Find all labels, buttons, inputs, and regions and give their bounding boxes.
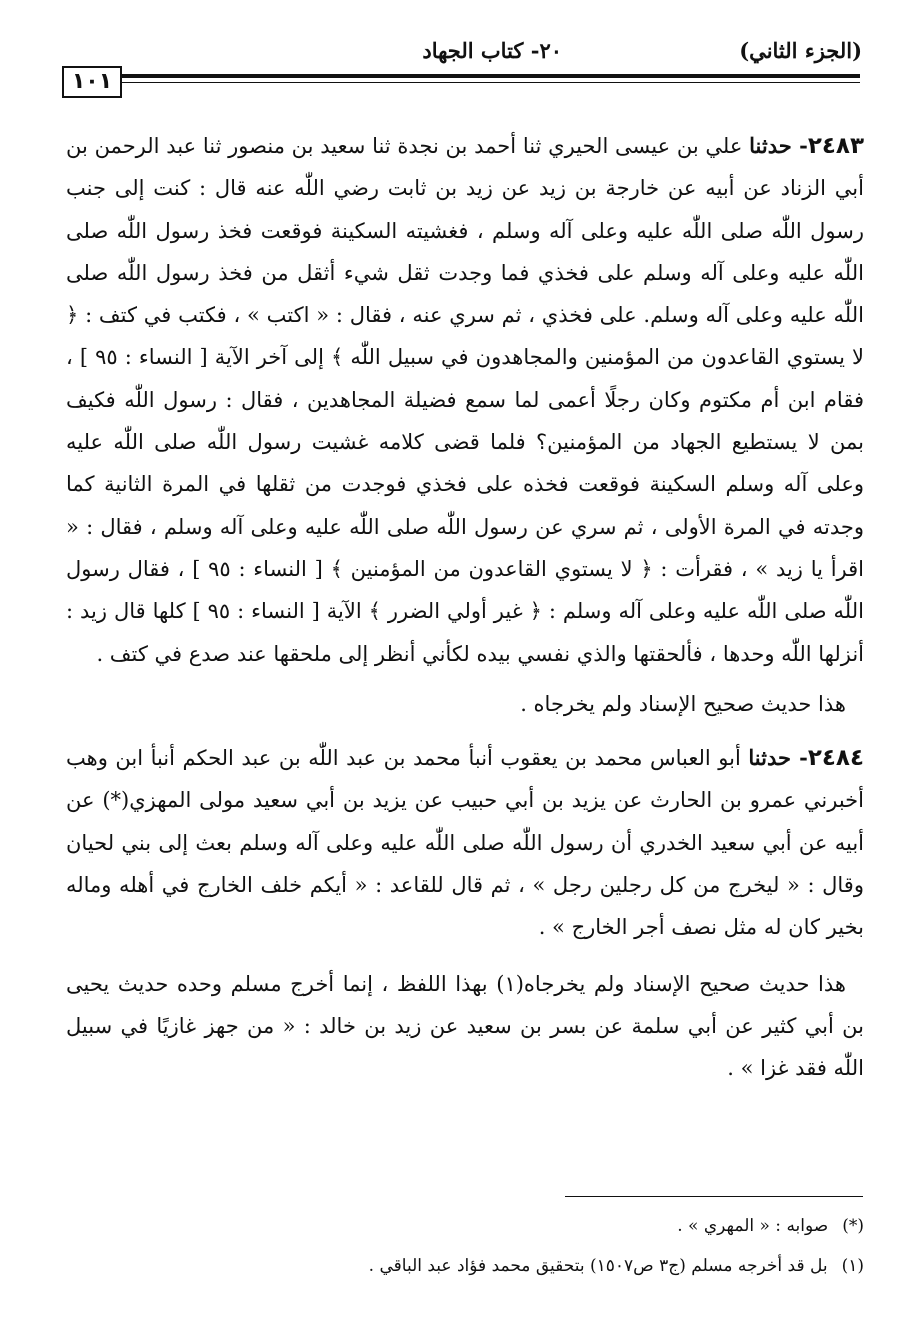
- footnote-text: بل قد أخرجه مسلم (ج٣ ص١٥٠٧) بتحقيق محمد فؤاد عبد الباقي .: [368, 1256, 828, 1276]
- hadith-2483: [66, 125, 864, 675]
- page-body: [66, 125, 864, 1090]
- header-rule-thick: [62, 74, 860, 78]
- hadith-number: ٢٤٨٤: [807, 745, 865, 772]
- footnote-text: صوابه : « المهري » .: [677, 1216, 829, 1236]
- volume-label: (الجزء الثاني): [739, 38, 862, 63]
- book-title: ٢٠- كتاب الجهاد: [422, 38, 562, 63]
- footnotes: [66, 1206, 864, 1286]
- hadith-2484: [66, 737, 864, 948]
- running-header: [62, 38, 862, 68]
- hadith-grading: هذا حديث صحيح الإسناد ولم يخرجاه .: [520, 691, 846, 716]
- page-number: ١٠١: [62, 66, 122, 98]
- hadith-lead: - حدثنا: [748, 745, 808, 771]
- hadith-text: علي بن عيسى الحيري ثنا أحمد بن نجدة ثنا سعيد بن منصور ثنا عبد الرحمن بن أبي الزناد عن أبيه عن خارجة بن زيد عن زيد بن ثابت رضي اللّٰه عنه قال : كنت إلى جنب رسول اللّٰه صلى اللّٰه عليه وعلى آله وسلم ، فغشيته السكينة فوقعت فخذ رسول اللّٰه صلى اللّٰه عليه وعلى آله وسلم على فخذي فما وجدت ثقل شيء أثقل من فخذ رسول اللّٰه صلى اللّٰه عليه وعلى آله وسلم. على فخذي ، ثم سري عنه ، فقال : « اكتب » ، فكتب في كتف : ﴿ لا يستوي القاعدون من المؤمنين والمجاهدون في سبيل اللّٰه ﴾ إلى آخر الآية [ النساء : ٩٥ ] ، فقام ابن أم مكتوم وكان رجلًا أعمى لما سمع فضيلة المجاهدين ، فقال : رسول اللّٰه فكيف بمن لا يستطيع الجهاد من المؤمنين؟ فلما قضى كلامه غشيت رسول اللّٰه صلى اللّٰه عليه وعلى آله وسلم السكينة فوقعت فخذه على فخذي فوجدت من ثقلها في المرة الثانية كما وجدته في المرة الأولى ، ثم سري عن رسول اللّٰه صلى اللّٰه عليه وعلى آله وسلم ، فقال : « اقرأ يا زيد » ، فقرأت : ﴿ لا يستوي القاعدون من المؤمنين ﴾ [ النساء : ٩٥ ] ، فقال رسول اللّٰه صلى اللّٰه عليه وعلى آله وسلم : ﴿ غير أولي الضرر ﴾ الآية [ النساء : ٩٥ ] كلها قال زيد : أنزلها اللّٰه وحدها ، فألحقتها والذي نفسي بيده لكأني أنظر إلى ملحقها عند صدع في كتف .: [66, 134, 864, 666]
- hadith-text: أبو العباس محمد بن يعقوب أنبأ محمد بن عبد اللّٰه بن عبد الحكم أنبأ ابن وهب أخبرني عمرو بن الحارث عن يزيد بن أبي حبيب عن يزيد بن أبي سعيد مولى المهزي(*) عن أبيه عن أبي سعيد الخدري أن رسول اللّٰه صلى اللّٰه عليه وعلى آله وسلم بعث إلى بني لحيان وقال : « ليخرج من كل رجلين رجل » ، ثم قال للقاعد : « أيكم خلف الخارج في أهله وماله بخير كان له مثل نصف أجر الخارج » .: [66, 746, 864, 940]
- hadith-number: ٢٤٨٣: [807, 133, 864, 159]
- hadith-grading: هذا حديث صحيح الإسناد ولم يخرجاه(١) بهذا اللفظ ، إنما أخرج مسلم وحده حديث يحيى بن أبي كثير عن أبي سلمة عن بسر بن سعيد عن زيد بن خالد : « من جهز غازيًا في سبيل اللّٰه فقد غزا » .: [66, 971, 864, 1081]
- footnote-mark: (١): [841, 1256, 864, 1276]
- header-rule-thin: [122, 82, 860, 83]
- footnote-rule: [565, 1196, 863, 1197]
- footnote: [66, 1206, 864, 1246]
- footnote: [66, 1246, 864, 1286]
- footnote-mark: (*): [842, 1216, 864, 1236]
- hadith-lead: - حدثنا: [749, 133, 808, 158]
